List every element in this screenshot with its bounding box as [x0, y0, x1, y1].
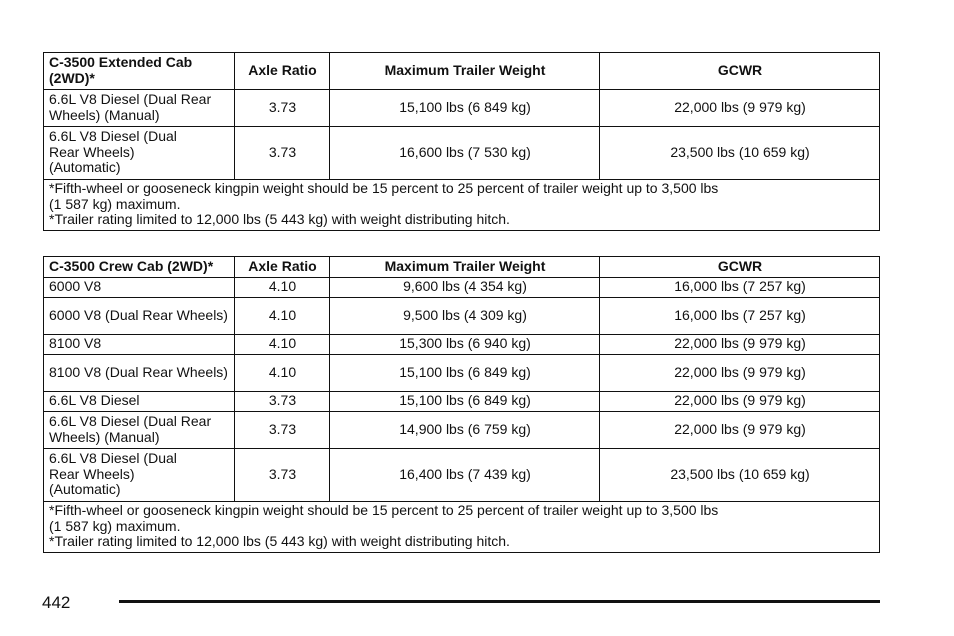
table-notes-row	[44, 502, 880, 553]
header-model: C-3500 Crew Cab (2WD)*	[44, 257, 235, 278]
cell-gcwr: 22,000 lbs (9 979 kg)	[600, 392, 880, 412]
cell-max-trailer-weight: 9,600 lbs (4 354 kg)	[330, 278, 600, 298]
cell-axle-ratio: 4.10	[235, 298, 330, 335]
cell-axle-ratio: 3.73	[235, 412, 330, 449]
table-row	[44, 298, 880, 335]
cell-axle-ratio: 4.10	[235, 278, 330, 298]
cell-model: 6000 V8 (Dual Rear Wheels)	[44, 298, 235, 335]
table-row	[44, 278, 880, 298]
cell-model: 8100 V8 (Dual Rear Wheels)	[44, 355, 235, 392]
cell-gcwr: 23,500 lbs (10 659 kg)	[600, 449, 880, 502]
cell-axle-ratio: 4.10	[235, 335, 330, 355]
header-max-trailer-weight: Maximum Trailer Weight	[330, 53, 600, 90]
cell-model: 8100 V8	[44, 335, 235, 355]
cell-model: 6.6L V8 Diesel (Dual Rear Wheels) (Automatic)	[44, 449, 235, 502]
cell-axle-ratio: 3.73	[235, 449, 330, 502]
cell-gcwr: 22,000 lbs (9 979 kg)	[600, 412, 880, 449]
header-axle-ratio: Axle Ratio	[235, 257, 330, 278]
table-row	[44, 90, 880, 127]
header-model: C-3500 Extended Cab (2WD)*	[44, 53, 235, 90]
cell-model: 6.6L V8 Diesel (Dual Rear Wheels) (Manual)	[44, 90, 235, 127]
cell-max-trailer-weight: 15,300 lbs (6 940 kg)	[330, 335, 600, 355]
extended-cab-towing-table	[43, 52, 880, 231]
cell-model: 6000 V8	[44, 278, 235, 298]
cell-max-trailer-weight: 15,100 lbs (6 849 kg)	[330, 392, 600, 412]
table-row	[44, 355, 880, 392]
cell-axle-ratio: 3.73	[235, 392, 330, 412]
header-max-trailer-weight: Maximum Trailer Weight	[330, 257, 600, 278]
cell-gcwr: 22,000 lbs (9 979 kg)	[600, 355, 880, 392]
header-axle-ratio: Axle Ratio	[235, 53, 330, 90]
table-notes	[44, 502, 880, 553]
table-notes	[44, 180, 880, 231]
kingpin-note: *Fifth-wheel or gooseneck kingpin weight should be 15 percent to 25 percent of trailer weight up to 3,500 lbs	[49, 180, 719, 196]
cell-max-trailer-weight: 16,400 lbs (7 439 kg)	[330, 449, 600, 502]
hitch-note: *Trailer rating limited to 12,000 lbs (5 443 kg) with weight distributing hitch.	[49, 211, 510, 227]
crew-cab-towing-table	[43, 256, 880, 553]
table-row	[44, 449, 880, 502]
cell-gcwr: 23,500 lbs (10 659 kg)	[600, 127, 880, 180]
cell-model: 6.6L V8 Diesel (Dual Rear Wheels) (Manual)	[44, 412, 235, 449]
cell-max-trailer-weight: 14,900 lbs (6 759 kg)	[330, 412, 600, 449]
kingpin-note: *Fifth-wheel or gooseneck kingpin weight should be 15 percent to 25 percent of trailer weight up to 3,500 lbs	[49, 502, 719, 518]
table-row	[44, 127, 880, 180]
table-row	[44, 412, 880, 449]
cell-model: 6.6L V8 Diesel (Dual Rear Wheels) (Automatic)	[44, 127, 235, 180]
cell-max-trailer-weight: 16,600 lbs (7 530 kg)	[330, 127, 600, 180]
cell-gcwr: 22,000 lbs (9 979 kg)	[600, 90, 880, 127]
cell-max-trailer-weight: 9,500 lbs (4 309 kg)	[330, 298, 600, 335]
header-gcwr: GCWR	[600, 53, 880, 90]
cell-gcwr: 22,000 lbs (9 979 kg)	[600, 335, 880, 355]
table-header-row	[44, 53, 880, 90]
cell-max-trailer-weight: 15,100 lbs (6 849 kg)	[330, 90, 600, 127]
header-gcwr: GCWR	[600, 257, 880, 278]
table-row	[44, 335, 880, 355]
cell-axle-ratio: 3.73	[235, 90, 330, 127]
cell-axle-ratio: 4.10	[235, 355, 330, 392]
footer-rule	[119, 600, 880, 603]
table-header-row	[44, 257, 880, 278]
cell-gcwr: 16,000 lbs (7 257 kg)	[600, 298, 880, 335]
table-notes-row	[44, 180, 880, 231]
kingpin-note-continued: (1 587 kg) maximum.	[49, 195, 181, 212]
cell-max-trailer-weight: 15,100 lbs (6 849 kg)	[330, 355, 600, 392]
table-row	[44, 392, 880, 412]
cell-gcwr: 16,000 lbs (7 257 kg)	[600, 278, 880, 298]
page-number: 442	[42, 593, 71, 612]
cell-model: 6.6L V8 Diesel	[44, 392, 235, 412]
cell-axle-ratio: 3.73	[235, 127, 330, 180]
kingpin-note-continued: (1 587 kg) maximum.	[49, 517, 181, 534]
hitch-note: *Trailer rating limited to 12,000 lbs (5 443 kg) with weight distributing hitch.	[49, 533, 510, 549]
